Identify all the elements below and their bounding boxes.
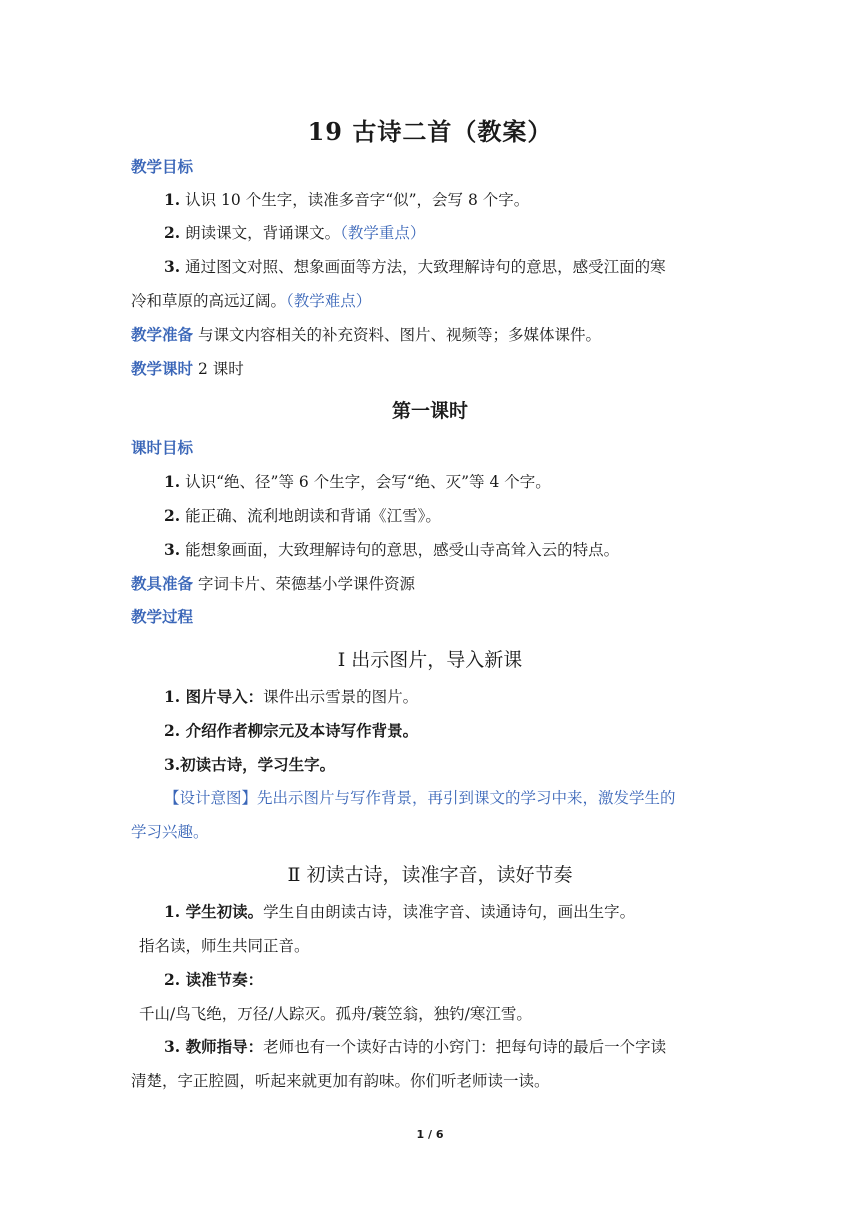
document-title: 19 古诗二首（教案） bbox=[307, 117, 553, 146]
step-text: 学生自由朗读古诗，读准字音、读通诗句，画出生字。 bbox=[263, 903, 636, 921]
prep-label: 教学准备 bbox=[131, 325, 194, 344]
part2-step-2: 2. 读准节奏： bbox=[164, 970, 264, 989]
prep-line bbox=[131, 324, 601, 346]
step-label: 1. 图片导入： bbox=[164, 687, 264, 706]
goal-text: 能正确、流利地朗读和背诵《江雪》。 bbox=[185, 507, 441, 525]
part2-step-1 bbox=[164, 901, 635, 923]
part1-step-1 bbox=[164, 686, 418, 708]
tools-text: 字词卡片、荣德基小学课件资源 bbox=[197, 575, 415, 593]
rhythm-line: 千山/鸟飞绝，万径/人踪灭。孤舟/蓑笠翁，独钓/寒江雪。 bbox=[139, 1005, 532, 1023]
part2-title: Ⅱ 初读古诗，读准字音，读好节奏 bbox=[287, 864, 573, 886]
goal-num: 2. bbox=[164, 223, 181, 242]
goals-heading: 教学目标 bbox=[131, 157, 194, 176]
tools-line bbox=[131, 573, 415, 595]
step-label: 1. 学生初读。 bbox=[164, 902, 264, 921]
part2-step-1-cont: 指名读，师生共同正音。 bbox=[139, 937, 310, 955]
goal-text: 认识 10 个生字，读准多音字“似”，会写 8 个字。 bbox=[185, 191, 530, 209]
goal-text-cont: 冷和草原的高远辽阔。 bbox=[131, 292, 287, 310]
goal-num: 1. bbox=[164, 190, 181, 209]
step-text: 课件出示雪景的图片。 bbox=[263, 688, 419, 706]
lesson1-title: 第一课时 bbox=[391, 400, 468, 422]
key-point-note: （教学重点） bbox=[340, 224, 426, 242]
goal-text: 通过图文对照、想象画面等方法，大致理解诗句的意思，感受江面的寒 bbox=[185, 258, 666, 276]
part2-step-3 bbox=[164, 1036, 666, 1058]
difficulty-note: （教学难点） bbox=[286, 292, 372, 310]
hours-text: 2 课时 bbox=[197, 360, 244, 378]
tools-label: 教具准备 bbox=[131, 574, 194, 593]
goal-num: 3. bbox=[164, 257, 181, 276]
goal-num: 2. bbox=[164, 506, 181, 525]
goal-item-3-cont bbox=[131, 290, 371, 312]
goal-text: 认识“绝、径”等 6 个生字，会写“绝、灭”等 4 个字。 bbox=[185, 473, 551, 491]
hours-line bbox=[131, 358, 244, 380]
lesson1-goals-heading: 课时目标 bbox=[131, 438, 194, 457]
goal-text: 朗读课文，背诵课文。 bbox=[185, 224, 341, 242]
part1-title: Ⅰ 出示图片，导入新课 bbox=[337, 649, 523, 671]
lesson1-goal-3 bbox=[164, 539, 619, 561]
lesson1-goal-1 bbox=[164, 471, 551, 493]
design-intent-line-1: 【设计意图】先出示图片与写作背景，再引到课文的学习中来，激发学生的 bbox=[164, 789, 676, 807]
part1-step-2: 2. 介绍作者柳宗元及本诗写作背景。 bbox=[164, 721, 419, 740]
goal-item-3 bbox=[164, 256, 666, 278]
part1-step-3: 3.初读古诗，学习生字。 bbox=[164, 755, 336, 774]
step-label: 3. 教师指导： bbox=[164, 1037, 264, 1056]
goal-item-1 bbox=[164, 189, 529, 211]
step-text: 老师也有一个读好古诗的小窍门：把每句诗的最后一个字读 bbox=[263, 1038, 667, 1056]
goal-num: 3. bbox=[164, 540, 181, 559]
goal-text: 能想象画面，大致理解诗句的意思，感受山寺高耸入云的特点。 bbox=[185, 541, 620, 559]
part2-step-3-cont: 清楚，字正腔圆，听起来就更加有韵味。你们听老师读一读。 bbox=[131, 1072, 550, 1090]
design-intent-line-2: 学习兴趣。 bbox=[131, 823, 209, 841]
lesson1-goal-2 bbox=[164, 505, 441, 527]
prep-text: 与课文内容相关的补充资料、图片、视频等；多媒体课件。 bbox=[197, 326, 601, 344]
goal-item-2 bbox=[164, 222, 425, 244]
hours-label: 教学课时 bbox=[131, 359, 194, 378]
process-heading: 教学过程 bbox=[131, 607, 194, 626]
goal-num: 1. bbox=[164, 472, 181, 491]
page-number: 1 / 6 bbox=[416, 1128, 444, 1141]
